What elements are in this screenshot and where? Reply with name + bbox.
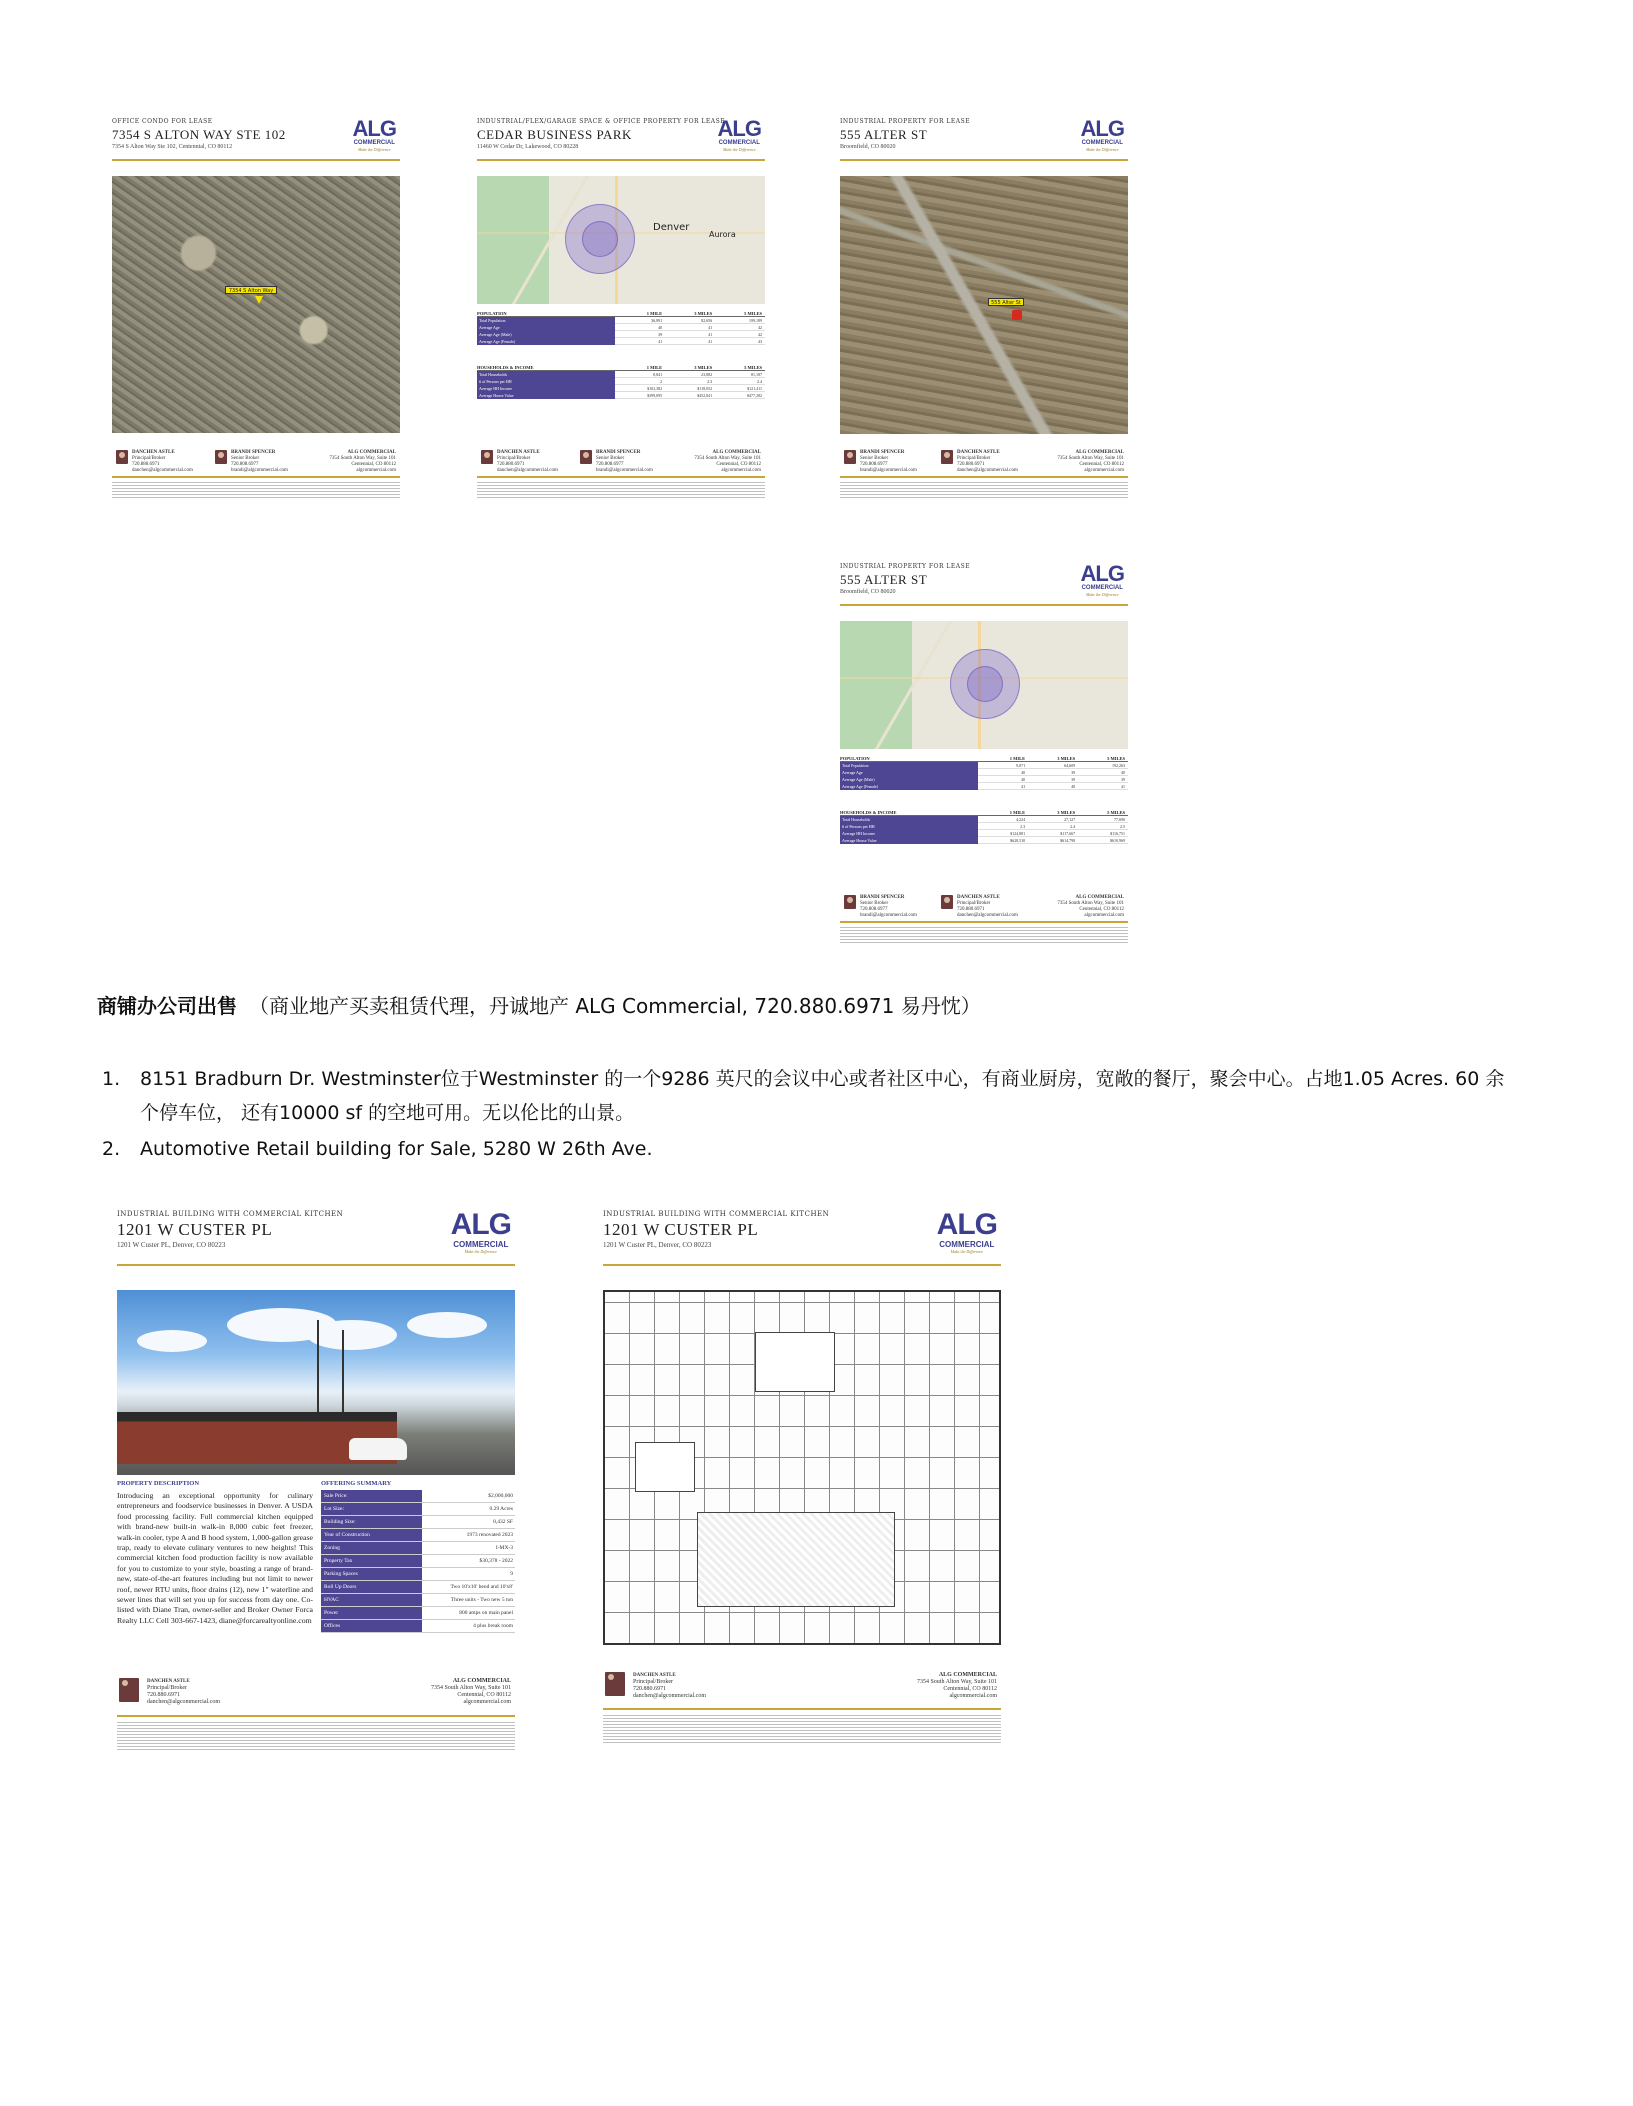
gold-divider [840,921,1128,923]
card-label: INDUSTRIAL BUILDING WITH COMMERCIAL KITCHEN [603,1210,830,1218]
gold-divider [477,476,765,478]
card-label: INDUSTRIAL/FLEX/GARAGE SPACE & OFFICE PROPERTY FOR LEASE [477,118,726,125]
radius-map-image [477,176,765,304]
card-label: OFFICE CONDO FOR LEASE [112,118,213,125]
gold-divider [117,1264,515,1266]
map-pin-label: 555 Alter St [988,298,1024,306]
alg-logo: ALG COMMERCIAL Make the Difference [936,1210,997,1254]
section-title: 商铺办公司出售 [97,994,237,1018]
disclaimer-text [840,482,1128,500]
alg-logo: ALG COMMERCIAL Make the Difference [352,118,396,152]
agent-info: DANCHEN ASTLE Principal/Broker 720.880.6971 danchen@algcommercial.com [957,895,1018,918]
card-address: Broomfield, CO 80020 [840,144,896,150]
alg-logo: ALG COMMERCIAL Make the Difference [1080,563,1124,597]
gold-divider [117,1715,515,1717]
agent-info: DANCHEN ASTLE Principal/Broker 720.880.6971 danchen@algcommercial.com [957,450,1018,473]
population-table: POPULATION 1 MILE 3 MILES 5 MILES Total Population 9,871 64,609 192,263 Average Age 40 39 40 Average Age (Male) 40 39 39 Average Age (Female) 41 40 41 [840,755,1128,790]
agent-info: DANCHEN ASTLE Principal/Broker 720.880.6971 danchen@algcommercial.com [147,1679,220,1705]
households-table: HOUSEHOLDS & INCOME 1 MILE 3 MILES 5 MILES Total Households 4,224 27,127 77,690 # of Persons per HH 2.3 2.4 2.5 Average HH Income $124,881 $117,667 $116,751 Average House Value $628,510 $614,798 $610,969 [840,809,1128,844]
listing-card-alter-demographics[interactable] [840,563,1128,958]
disclaimer-text [840,927,1128,945]
households-table: HOUSEHOLDS & INCOME 1 MILE 3 MILES 5 MILES Total Households 8,841 23,882 81,187 # of Persons per HH 2 2.3 2.4 Average HH Income $102,382 $118,052 $121,411 Average House Value $399,095 $452,841 $477,282 [477,364,765,399]
card-title: 1201 W CUSTER PL [117,1220,273,1239]
alg-logo: ALG COMMERCIAL Make the Difference [1080,118,1124,152]
agent-avatar [119,1678,139,1702]
property-description: Introducing an exceptional opportunity for culinary entrepreneurs and foodservice businesses in Denver. A USDA food processing facility. Full commercial kitchen equipped with brand-new built-in walk-in 8,000 cubic feet freezer, walk-in cooler, type A and B hood system, 1,000-gallon grease trap, ready to elevate culinary ventures to new heights! This commercial kitchen food production facility is now available for you to customize to your style, boasting a range of brand-new, state-of-the-art features including but not limit to newer roof, newer RTU units, floor drains (12), new 1" waterline and sewer lines that will set you up for success from day one. Co-listed with Diane Tran, owner-seller and Broker Owner Forca Realty LLC Cell 303-667-1423, diane@forcarealtyonline.com [117,1491,313,1625]
property-description-heading: PROPERTY DESCRIPTION [117,1480,200,1487]
listing-list [102,1062,1520,1166]
gold-divider [840,159,1128,161]
agent-avatar [481,450,493,464]
gold-divider [840,476,1128,478]
list-number: 2. [102,1138,121,1160]
gold-divider [112,476,400,478]
disclaimer-text [117,1722,515,1752]
list-item [102,1062,1520,1130]
agent-info: BRANDI SPENCER Senior Broker 720.808.6977 brandi@algcommercial.com [231,450,288,473]
gold-divider [477,159,765,161]
card-address: 11460 W Cedar Dr, Lakewood, CO 80228 [477,144,579,150]
listing-card-alton[interactable] [112,118,400,513]
offering-summary-table: Sale Price: $2,000,000 Lot Size: 0.29 Acres Building Size: 8,432 SF Year of Construction 1973 renovated 2023 Zoning I-MX-3 Property Tax $30,378 - 2022 Parking Spaces 9 Roll Up Doors Two 10'x10' bend and 10'x8' HVAC Three units - Two new 5 ton Power 800 amps on main panel Offices 4 plus break room [321,1490,515,1633]
card-address: 1201 W Custer PL, Denver, CO 80223 [117,1241,226,1249]
agent-info: DANCHEN ASTLE Principal/Broker 720.880.6971 danchen@algcommercial.com [132,450,193,473]
agent-avatar [580,450,592,464]
listing-card-custer-floorplan[interactable] [603,1210,1001,1770]
card-label: INDUSTRIAL PROPERTY FOR LEASE [840,563,971,570]
section-subtitle: （商业地产买卖租赁代理，丹诚地产 ALG Commercial, 720.880.6971 易丹忱） [249,994,981,1018]
section-heading [97,990,981,1019]
agent-avatar [844,450,856,464]
property-photo [117,1290,515,1475]
agent-avatar [844,895,856,909]
listing-card-alter-aerial[interactable] [840,118,1128,513]
list-item-text: 8151 Bradburn Dr. Westminster位于Westminster 的一个9286 英尺的会议中心或者社区中心，有商业厨房，宽敞的餐厅，聚会中心。占地1.05 Acres. 60 余个停车位， 还有10000 sf 的空地可用。无以伦比的山景。 [140,1068,1505,1124]
gold-divider [840,604,1128,606]
alg-logo: ALG COMMERCIAL Make the Difference [450,1210,511,1254]
disclaimer-text [477,482,765,500]
card-address: 1201 W Custer PL, Denver, CO 80223 [603,1241,712,1249]
agent-avatar [941,895,953,909]
card-title: 1201 W CUSTER PL [603,1220,759,1239]
listing-card-cedar[interactable] [477,118,765,513]
listing-card-custer-photo[interactable] [117,1210,515,1770]
restaurant-marker-icon [1012,310,1022,320]
radius-ring [582,221,618,257]
aerial-map-image [112,176,400,433]
map-city-label: Denver [653,222,690,233]
agent-info: BRANDI SPENCER Senior Broker 720.808.6977 brandi@algcommercial.com [860,895,917,918]
firm-info: ALG COMMERCIAL 7354 South Alton Way, Suite 101 Centennial, CO 80112 algcommercial.com [329,450,396,473]
agent-avatar [941,450,953,464]
map-pin-label: 7354 S Alton Way [225,286,277,294]
card-address: 7354 S Alton Way Ste 102, Centennial, CO 80112 [112,144,233,150]
gold-divider [603,1708,1001,1710]
agent-info: BRANDI SPENCER Senior Broker 720.808.6977 brandi@algcommercial.com [596,450,653,473]
list-item [102,1132,1520,1166]
agent-info: BRANDI SPENCER Senior Broker 720.808.6977 brandi@algcommercial.com [860,450,917,473]
agent-info: DANCHEN ASTLE Principal/Broker 720.880.6971 danchen@algcommercial.com [497,450,558,473]
card-label: INDUSTRIAL BUILDING WITH COMMERCIAL KITCHEN [117,1210,344,1218]
alg-logo: ALG COMMERCIAL Make the Difference [717,118,761,152]
firm-info: ALG COMMERCIAL 7354 South Alton Way, Suite 101 Centennial, CO 80112 algcommercial.com [1057,895,1124,918]
offering-summary-heading: OFFERING SUMMARY [321,1480,392,1487]
list-item-text: Automotive Retail building for Sale, 5280 W 26th Ave. [140,1138,653,1160]
agent-avatar [116,450,128,464]
agent-info: DANCHEN ASTLE Principal/Broker 720.880.6971 danchen@algcommercial.com [633,1673,706,1699]
card-title: CEDAR BUSINESS PARK [477,127,632,142]
radius-map-image [840,621,1128,749]
firm-info: ALG COMMERCIAL 7354 South Alton Way, Suite 101 Centennial, CO 80112 algcommercial.com [1057,450,1124,473]
floor-plan-image [603,1290,1001,1645]
firm-info: ALG COMMERCIAL 7354 South Alton Way, Suite 101 Centennial, CO 80112 algcommercial.com [694,450,761,473]
card-address: Broomfield, CO 80020 [840,589,896,595]
disclaimer-text [112,482,400,500]
agent-avatar [215,450,227,464]
agent-avatar [605,1672,625,1696]
aerial-map-image [840,176,1128,434]
card-title: 555 ALTER ST [840,572,928,587]
gold-divider [112,159,400,161]
radius-ring [967,666,1003,702]
card-title: 7354 S ALTON WAY STE 102 [112,127,286,142]
card-label: INDUSTRIAL PROPERTY FOR LEASE [840,118,971,125]
population-table: POPULATION 1 MILE 3 MILES 5 MILES Total Population 36,891 82,656 199,189 Average Age 40 41 42 Average Age (Male) 39 41 42 Average Age (Female) 41 41 43 [477,310,765,345]
gold-divider [603,1264,1001,1266]
firm-info: ALG COMMERCIAL 7354 South Alton Way, Suite 101 Centennial, CO 80112 algcommercial.com [430,1678,511,1705]
card-title: 555 ALTER ST [840,127,928,142]
firm-info: ALG COMMERCIAL 7354 South Alton Way, Suite 101 Centennial, CO 80112 algcommercial.com [916,1672,997,1699]
car-image [349,1438,407,1460]
disclaimer-text [603,1715,1001,1745]
map-city-label: Aurora [709,230,736,239]
list-number: 1. [102,1068,121,1090]
